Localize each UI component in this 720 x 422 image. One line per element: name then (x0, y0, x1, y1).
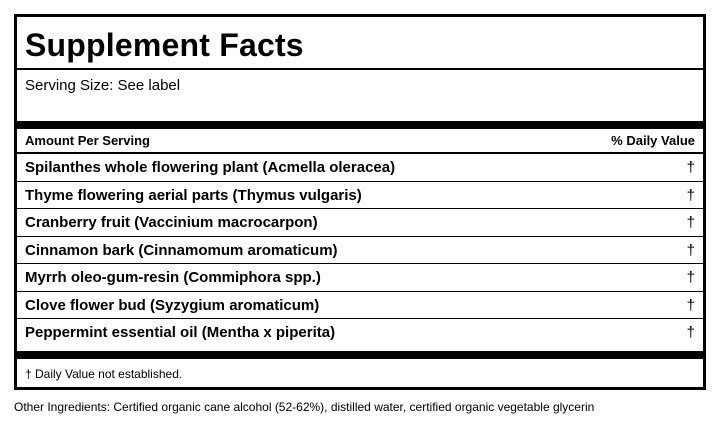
ingredient-name: Cranberry fruit (Vaccinium macrocarpon) (25, 214, 318, 231)
ingredient-row (17, 264, 703, 292)
ingredient-name: Myrrh oleo-gum-resin (Commiphora spp.) (25, 269, 321, 286)
ingredient-name: Cinnamon bark (Cinnamomum aromaticum) (25, 241, 338, 259)
ingredient-dv: † (686, 269, 695, 286)
ingredient-dv: † (686, 214, 695, 231)
ingredient-dv: † (686, 324, 695, 341)
other-ingredients: Other Ingredients: Certified organic cane alcohol (52-62%), distilled water, certified organic vegetable glycerin (14, 400, 595, 414)
ingredient-row (17, 182, 703, 210)
ingredient-row (17, 292, 703, 320)
ingredient-dv: † (686, 296, 695, 314)
ingredient-row (17, 237, 703, 265)
daily-value-footnote: † Daily Value not established. (25, 367, 183, 381)
title-divider (17, 68, 703, 70)
daily-value-label: % Daily Value (611, 133, 695, 148)
amount-per-serving-label: Amount Per Serving (25, 133, 150, 148)
column-header-row (17, 130, 703, 152)
ingredient-row (17, 319, 703, 347)
serving-size: Serving Size: See label (25, 77, 181, 94)
panel-title: Supplement Facts (25, 27, 304, 63)
ingredient-dv: † (686, 241, 695, 259)
ingredient-dv: † (686, 159, 695, 176)
supplement-facts-panel (14, 14, 706, 390)
ingredient-name: Clove flower bud (Syzygium aromaticum) (25, 296, 320, 314)
ingredient-row (17, 154, 703, 182)
ingredient-list (17, 154, 703, 347)
ingredient-name: Spilanthes whole flowering plant (Acmella oleracea) (25, 159, 396, 176)
ingredient-name: Peppermint essential oil (Mentha x piperita) (25, 324, 336, 341)
ingredient-dv: † (686, 186, 695, 204)
thick-divider-bottom (17, 351, 703, 359)
thick-divider-top (17, 121, 703, 129)
ingredient-name: Thyme flowering aerial parts (Thymus vulgaris) (25, 186, 362, 204)
ingredient-row (17, 209, 703, 237)
